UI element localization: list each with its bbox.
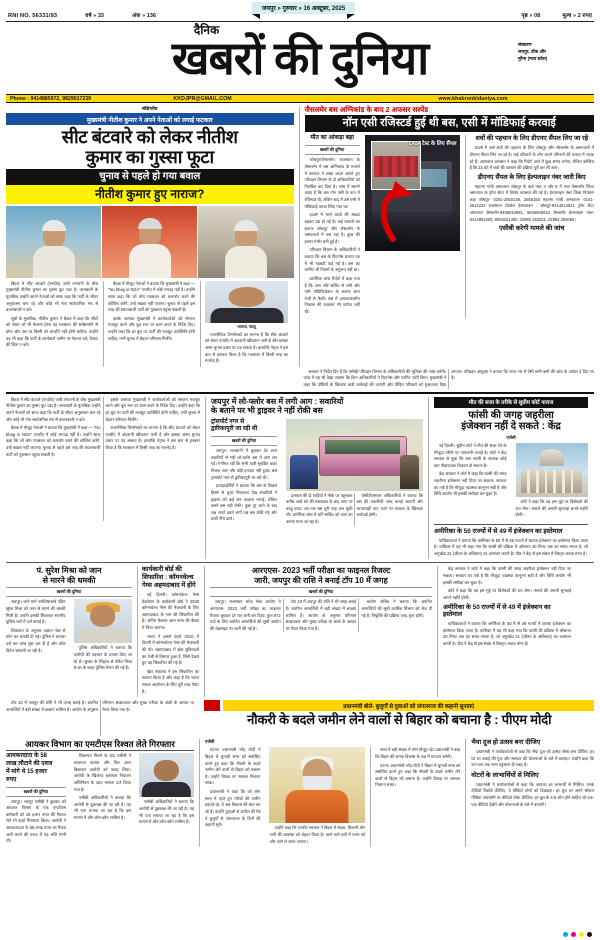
bus-fire-photo-wrap [365, 135, 460, 317]
dna-sample-subhead: शवों की पहचान के लिए डीएनए सैंपल लिए जा रहे [475, 135, 589, 143]
dna-test-caption: DNA टेस्ट के लिए सैंपल [409, 141, 457, 148]
paragraph: एसीबी अधिकारियों ने बताया कि आरोपी से पूछताछ की जा रही है। यह भी पता लगाया जा रहा है कि इस मामले में और कौन-कौन शामिल है। [73, 795, 131, 821]
politician-photo [205, 281, 288, 323]
paragraph: केंद्र सरकार ने कोर्ट में कहा कि फांसी की जगह जहरीला इंजेक्शन नहीं दिया जा सकता। सरकार का तर्क है कि मौजूदा व्यवस्था कानूनन सही है और विधि आयोग भी इसकी समीक्षा कर चुका है। [434, 471, 507, 497]
lofloor-bus-story [205, 397, 423, 560]
sc-continuation [437, 566, 571, 697]
leader-photo-2 [102, 206, 197, 278]
paragraph: शिकायत मिलने के बाद एसीबी ने सत्यापन कराया और फिर जाल बिछाकर आरोपी को पकड़ लिया। आरोपी के खिलाफ भ्रष्टाचार निवारण अधिनियम के तहत मामला दर्ज किया गया है। [73, 753, 131, 792]
leader-photo-3 [198, 206, 293, 278]
pm-agency: एजेंसी [205, 739, 215, 745]
paragraph: हादसे में जले शवों की पहचान के लिए जोधपुर और जैसलमेर के अस्पतालों में डीएनए सैंपल लिए जा रहे हैं। कई परिवारों के लोग अपने परिजनों की तलाश में भटक रहे हैं। अस्पताल प्रशासन ने कहा कि रिपोर्ट आने में कुछ समय लगेगा, लेकिन कोशिश है कि 24 घंटे में शवों की पहचान की प्रक्रिया पूरी कर ली जाए। [469, 145, 594, 171]
lofloor-subhead-line-2: द्वारिकापुरी जा रही थी [211, 426, 258, 433]
supreme-court-building-photo [516, 443, 589, 497]
paragraph: एसीबी अधिकारियों ने बताया कि आरोपी से पूछताछ की जा रही है। यह भी पता लगाया जा रहा है कि इस मामले में और कौन-कौन शामिल है। [138, 799, 194, 825]
paragraph: टॉप 10 में जयपुर की राशि ने भी जगह बनाई है। चयनित अभ्यर्थियों में बड़ी संख्या में छात्राएं शामिल हैं। आयोग के अनुसार परिणाम साक्षात्कार और मुख्य परीक्षा के अंकों के आधार पर तैयार किया गया है। [6, 700, 195, 712]
edition-line-1: जयपुर, टोंक और [518, 48, 547, 54]
paragraph: बिहार में सीट बंटवारे (एनडीए) जारी तनातनी के बीच मुख्यमंत्री नीतीश कुमार का गुस्सा फूट पड़ा है। जानकारी के मुताबिक उन्होंने अपने नेताओं को साफ कहा कि पार्टी के भीतर अनुशासन बना रहे और कोई भी नेता सार्वजनिक मंच से बयानबाजी न करे। [6, 396, 101, 422]
lead-right-kicker: जैसलमेर बस अग्निकांड के बाद 2 अफसर सस्पेंड [304, 105, 429, 114]
sc-body-col [434, 443, 507, 521]
lofloor-headline-line-1: जयपुर में लो-फ्लोर बस में लगी आग : सवारियों [211, 396, 344, 406]
paragraph: नई दिल्ली। सुप्रीम कोर्ट ने मौत की सजा देने के मौजूदा तरीके पर नाराजगी जताई है। कोर्ट ने केंद्र सरकार से पूछा कि क्या फांसी के अलावा कोई कम पीड़ादायक विकल्प हो सकता है। [434, 442, 507, 468]
byline: खबरों की दुनिया [211, 436, 277, 446]
paragraph: नई दिल्ली। कॉमनवेल्थ गेम्स फेडरेशन के कार्यकारी बोर्ड ने 2030 कॉमनवेल्थ गेम्स की मेजबानी के लिए अहमदाबाद के नाम की सिफारिश की है। अंतिम फैसला आम सभा की बैठक में लिया जाएगा। [142, 591, 199, 631]
paragraph: सभा में बड़ी संख्या में लोग मौजूद रहे। प्रधानमंत्री ने कहा कि बिहार की जनता विकास के पक्ष में मतदान करेगी। [375, 747, 461, 759]
ras-headline-line-1: आरएएस- 2023 भर्ती परीक्षा का फाइनल रिजल्ट [251, 566, 391, 576]
leader-photo-1 [6, 206, 101, 278]
raid-sub-line-2: लाख लौटाने की एवज [6, 761, 53, 768]
byline: खबरों की दुनिया [6, 587, 132, 597]
sc-sub-headline: अमीरिका के 50 राज्यों में से 49 में इंजेक्शन का इस्तेमाल [434, 527, 563, 535]
raid-headline: आयकर विभाग का एमटीएस रिश्वत लेते गिरफ्तार [6, 739, 194, 751]
income-tax-raid-story [6, 739, 194, 847]
byline: खबरों की दुनिया [305, 145, 360, 155]
cwg-head-line-3: गेम्स अहमदाबाद में होंगे [142, 582, 196, 590]
raid-subhead-col [6, 753, 66, 847]
page-count: पृष्ठ » 08 [521, 13, 541, 19]
byline: खबरों की दुनिया [6, 787, 66, 797]
paragraph: कोर्ट ने कहा कि वह इस मुद्दे पर विशेषज्ञों की राय लेगा। मामले की अगली सुनवाई अगले महीने होगी। [515, 498, 588, 518]
byline: खबरों की दुनिया [210, 587, 432, 597]
paragraph: सूत्रों के मुताबिक, नीतीश कुमार ने बैठक में कहा कि सीटों को लेकर जो भी फैसला होगा वह गठबंधन की सर्वसम्मति से होगा और उस पर किसी को आपत्ति नहीं होनी चाहिए। उन्होंने यह भी कहा कि पार्टी के कार्यकर्ता जमीन पर मेहनत करें, टिकट की चिंता न करें। [6, 315, 98, 348]
threat-headline-line-1: पं. सुरेश मिश्रा को जान [36, 566, 102, 576]
paragraph: पुलिस अधिकारियों ने बताया कि आरोपी की पहचान के प्रयास किए जा रहे हैं। सुरक्षा के लिहाज से पंडित मिश्रा के घर के बाहर पुलिस तैनात की गई है। [73, 645, 132, 671]
raid-sub-line-4: रुपए [6, 776, 17, 783]
pm-kicker: प्रधानमंत्री बोले- बुजुर्गों से युवाओं को जंगलराज की कहानी सुनवाएं [223, 700, 594, 711]
color-dot-black [587, 932, 592, 937]
paragraph: परिवहन विभाग के अधिकारियों ने बताया कि बस के फिटनेस प्रमाण पत्र में भी गड़बड़ी पाई गई है। बस का परमिट भी नियमों के अनुरूप नहीं था। [304, 247, 360, 273]
paragraph: जयपुर। राजस्थान लोक सेवा आयोग ने आरएएस- 2023 भर्ती परीक्षा का फाइनल रिजल्ट बुधवार देर रात जारी कर दिया। कुल 972 पदों के लिए चयनित अभ्यर्थियों की सूची आयोग की वेबसाइट पर जारी की गई है। [210, 599, 281, 631]
paragraph: कोर्ट ने कहा कि वह इस मुद्दे पर विशेषज्ञों की राय लेगा। मामले की अगली सुनवाई अगले महीने होगी। [443, 588, 571, 600]
rni-number: RNI NO. 56331/93 [8, 13, 58, 19]
lead-right-columns [305, 135, 595, 317]
lead-left-body-col-3 [200, 281, 288, 367]
pm-body-col-1 [205, 747, 260, 847]
lofloor-bus-photo [286, 419, 423, 491]
raid-sub-line-1: आयकरदाता के 58 [6, 753, 48, 760]
raid-sub-line-3: में मांगे थे 15 हजार [6, 769, 47, 775]
paragraph: शिकायत के अनुसार अज्ञात नंबर से फोन कर धमकी दी गई। पुलिस ने मामला दर्ज कर जांच शुरू कर दी है और कॉल डिटेल खंगाली जा रही है। [6, 627, 66, 653]
pandit-suresh-mishra-photo [74, 599, 133, 643]
pm-headline: नौकरी के बदले जमीन लेने वालों से बिहार को बचाना है : पीएम मोदी [247, 712, 552, 728]
contact-bar [6, 94, 594, 103]
lead-right-details-col [465, 135, 594, 317]
paragraph: उन्होंने कहा कि एनडीए सरकार ने बिहार में सड़क, बिजली और पानी की व्यवस्था को बेहतर किया है। आने वाले वर्षों में राज्य को और आगे ले जाया जाएगा। [269, 825, 366, 844]
sc-headline-line-1: फांसी की जगह जहरीला [468, 409, 554, 421]
raid-photo-col [136, 753, 194, 847]
cwg-head-line-1: कार्यकारी बोर्ड की [142, 566, 182, 574]
leaders-photo-row [6, 206, 294, 278]
masthead-pretitle: दैनिक [193, 23, 220, 37]
pm-banner [199, 700, 594, 736]
paragraph: दमकल की दो गाड़ियों ने मौके पर पहुंचकर करीब आधे घंटे की मशक्कत के बाद आग पर काबू पाया। तब तक बस पूरी तरह जल चुकी थी। प्रारंभिक जांच में शॉर्ट सर्किट को आग का कारण माना जा रहा है। [286, 492, 353, 525]
lead-right-headline: नॉन एसी रजिस्टर्ड हुई थी बस, एसी में मॉडिफाई करवाई [305, 115, 595, 132]
threat-story [6, 566, 132, 697]
cmyk-registration-marks [563, 932, 592, 937]
paragraph: जयपुर। जाने माने ज्योतिषाचार्य पंडित सुरेश मिश्रा को जान से मारने की धमकी मिली है। उन्होंने इसकी शिकायत स्थानीय पुलिस थाने में दर्ज कराई है। [6, 599, 66, 625]
paragraph: बैठक में मौजूद नेताओं ने बताया कि मुख्यमंत्री ने कहा — "No bhag in NDA" एनडीए में कोई भगदड़ नहीं है। उन्होंने साफ कहा कि जो लोग गठबंधन को कमजोर करने की कोशिश करेंगे, उन्हें बख्शा नहीं जाएगा। चुनाव से पहले इस तरह की बयानबाजी पार्टी को नुकसान पहुंचा सकती है। [108, 280, 195, 313]
sc-photo-col [512, 443, 589, 521]
lead-right-text-col [305, 135, 360, 317]
sc-agency: एजेंसी [506, 434, 516, 440]
lead-left-body-columns [6, 281, 294, 367]
lofloor-text-col [211, 419, 277, 526]
threat-body-col [6, 599, 66, 674]
paragraph: प्रधानमंत्री ने कार्यकर्ताओं से कहा कि आपका हर लाभार्थी से मिलिए। उनके वीडियो रिकॉर्ड कीजिए, वे वीडियो लोगों को दिखाइए। हर बूथ पर अपने सोशल मीडिया प्लेटफॉर्म पर वीडियो पोस्ट कीजिए। हर बूथ के 4-5 लोग होने चाहिए जो एक-एक वीडियो देखेंगे और योजनाओं के बारे में बताएंगे। [471, 781, 594, 807]
lead-right-continuation [6, 369, 594, 389]
red-arrow-icon [365, 135, 460, 251]
price: मूल्य » 2 रुपए [562, 13, 592, 19]
voters-subhead: वोटरों के लाभार्थियों से मिलिए [471, 771, 539, 779]
issue-number: अंक » 136 [132, 13, 157, 19]
lead-left-body-col-1 [6, 281, 98, 367]
acb-probe-subhead: एसीबी करेगी मामले की जांच [499, 225, 565, 233]
paragraph: आयोग सचिव ने बताया कि चयनित अभ्यर्थियों की सूची कार्मिक विभाग को भेज दी गई है। नियुक्ति की प्रक्रिया जल्द शुरू होगी। [361, 599, 432, 618]
paragraph: पटना। प्रधानमंत्री नरेंद्र मोदी ने बिहार में चुनावी सभा को संबोधित करते हुए कहा कि नौकरी के बदले जमीन लेने वालों से बिहार को बचाना है। उन्होंने विपक्ष पर जमकर निशाना साधा। [375, 762, 461, 788]
paragraph: जयपुर। जयपुर एसीबी ने बुधवार को आयकर विभाग के एक एमटीएस कर्मचारी को 15 हजार रुपए की रिश्वत लेते रंगे हाथों गिरफ्तार किया। आरोपी ने आयकरदाता के 58 लाख रुपए का रिफंड जारी करने की एवज में यह राशि मांगी थी। [6, 798, 66, 844]
helpline-subhead: डीएनए सैंपल के लिए हेल्पलाइन नंबर जारी किए [477, 173, 586, 181]
edition-info [518, 42, 590, 63]
lower-section [6, 562, 594, 697]
arrested-official-photo [139, 753, 194, 797]
threat-photo-col [71, 599, 133, 674]
paragraph: भारत ने इससे पहले 2010 में दिल्ली में कॉमनवेल्थ गेम्स की मेजबानी की थी। अहमदाबाद में खेल सुविधाओं का तेजी से विस्तार हुआ है, जिसे देखते हुए यह सिफारिश की गई है। [142, 633, 199, 666]
masthead-title: खबरों की दुनिया [171, 33, 429, 84]
photo-caption: भाजपा, जदयू [237, 324, 256, 329]
masthead-info-strip [6, 0, 594, 22]
paragraph: राजनीतिक विश्लेषकों का मानना है कि सीट बंटवारे को लेकर एनडीए में अंदरूनी खींचतान जारी है और इसका असर चुनाव प्रचार पर पड़ सकता है। हालांकि नेतृत्व ने इस बात से इनकार किया है कि गठबंधन में किसी तरह का मतभेद है। [205, 331, 288, 364]
supreme-court-story [428, 397, 588, 560]
paragraph: बैठक में मौजूद नेताओं ने बताया कि मुख्यमंत्री ने कहा — "No bhag in NDA" एनडीए में कोई भगदड़ नहीं है। उन्होंने साफ कहा कि जो लोग गठबंधन को कमजोर करने की कोशिश करेंगे, उन्हें बख्शा नहीं जाएगा। चुनाव से पहले इस तरह की बयानबाजी पार्टी को नुकसान पहुंचा सकती है। [6, 425, 101, 457]
paragraph: इसके अलावा मुख्यमंत्री ने कार्यकर्ताओं को संगठन मजबूत करने और बूथ स्तर पर काम करने के निर्देश दिए। उन्होंने कहा कि हर बूथ पर पार्टी की मजबूत उपस्थिति होनी चाहिए, तभी चुनाव में बेहतर परिणाम मिलेंगे। [105, 396, 200, 422]
paragraph: खेल मंत्रालय ने इस सिफारिश का स्वागत किया है और कहा है कि भारत सफल आयोजन के लिए पूरी तरह तैयार है। [142, 668, 199, 694]
lofloor-headline-line-2: के बताने पर भी ड्राइवर ने नहीं रोकी बस [211, 406, 323, 416]
death-toll-subhead: मौत का आंकड़ा बढ़ा [310, 135, 354, 142]
paragraph: जयपुर। राजधानी में बुधवार देर शाम सवारियों से भरी लो-फ्लोर बस में आग लग गई। गनीमत रही कि सभी यात्री सुरक्षित बाहर निकल आए और कोई हताहत नहीं हुआ। बस ट्रांसपोर्ट नगर से द्वारिकापुरी जा रही थी। [211, 448, 278, 480]
pm-section [6, 700, 594, 736]
commonwealth-games-story [137, 566, 199, 697]
paragraph: पटना। प्रधानमंत्री नरेंद्र मोदी ने बिहार में चुनावी सभा को संबोधित करते हुए कहा कि नौकरी के बदले जमीन लेने वालों से बिहार को बचाना है। उन्होंने विपक्ष पर जमकर निशाना साधा। [205, 747, 261, 786]
paragraph: हादसे में मरने वालों की संख्या बढ़कर 25 हो गई है। कई घायलों का इलाज जोधपुर और जैसलमेर के अस्पतालों में चल रहा है। कुछ की हालत गंभीर बनी हुई है। [304, 212, 360, 244]
pm-photo-col [265, 747, 365, 847]
volume-year: वर्ष » 33 [85, 13, 105, 19]
contact-email[interactable]: KKDJPR@GMAIL.COM [173, 95, 232, 102]
section-label: संक्षिप्तीय [142, 106, 158, 111]
sc-kicker: मौत की सजा के तरीके से सुप्रीम कोर्ट नाराज [434, 397, 588, 408]
paragraph: सरकार ने निर्देश दिए हैं कि एसीबी परिवहन विभाग के अधिकारियों की भूमिका की जांच करेगी। जांच में यह भी देखा जाएगा कि किन अधिकारियों ने फिटनेस और परमिट जारी किए। मुख्यमंत्री ने कहा कि दोषियों के खिलाफ कड़ी कार्रवाई की जाएगी और पीड़ित परिवारों को मुआवजा दिया जाएगा। परिवहन आयुक्त ने बताया कि राज्य भर में ऐसी सभी बसों की जांच के आदेश दे दिए गए हैं। [303, 368, 594, 388]
paragraph: बिहार में सीट बंटवारे (एनडीए) जारी तनातनी के बीच मुख्यमंत्री नीतीश कुमार का गुस्सा फूट पड़ा है। जानकारी के मुताबिक उन्होंने अपने नेताओं को साफ कहा कि पार्टी के भीतर अनुशासन बना रहे और कोई भी नेता सार्वजनिक मंच से बयानबाजी न करे। [6, 280, 98, 313]
color-dot-cyan [563, 932, 568, 937]
cwg-head-line-2: सिफारिश : कॉमनवेल्थ [142, 574, 194, 582]
red-block-decoration [204, 700, 220, 711]
pm-side-notes [465, 739, 594, 847]
ras-result-story [204, 566, 432, 697]
masthead [6, 22, 594, 94]
bhaiya-dooj-subhead: भैया दूज हो उत्सव बना दीजिए [471, 739, 541, 747]
paragraph: इसके अलावा मुख्यमंत्री ने कार्यकर्ताओं को संगठन मजबूत करने और बूथ स्तर पर काम करने के निर्देश दिए। उन्होंने कहा कि हर बूथ पर पार्टी की मजबूत उपस्थिति होनी चाहिए, तभी चुनाव में बेहतर परिणाम मिलेंगे। [108, 315, 195, 341]
pm-story-body [199, 739, 460, 847]
lead-left-black-bar: चुनाव से पहले हो गया बवाल [6, 169, 294, 185]
edition-line-2: मुरैना (मध्य प्रदेश) [518, 55, 548, 61]
lofloor-subhead-line-1: ट्रांसपोर्ट नगर से [211, 418, 245, 425]
paragraph: टॉप 10 में जयपुर की राशि ने भी जगह बनाई है। चयनित अभ्यर्थियों में बड़ी संख्या में छात्राएं शामिल हैं। आयोग के अनुसार परिणाम साक्षात्कार और मुख्य परीक्षा के अंकों के आधार पर तैयार किया गया है। [285, 599, 357, 631]
middle-left-column [6, 397, 200, 560]
contact-website[interactable]: www.khabronkiduniya.com [438, 95, 508, 102]
paragraph: प्रारंभिक जांच रिपोर्ट में कहा गया है कि आग शॉर्ट सर्किट से लगी और एसी मॉडिफिकेशन के कारण आग तेजी से फैली। बस में आपातकालीन निकास की व्यवस्था भी पर्याप्त नहीं थी। [304, 275, 360, 315]
paragraph: प्रत्यक्षदर्शियों ने बताया कि बस के पिछले हिस्से से धुआं निकलता देख सवारियों ने ड्राइवर को कई बार आवाज लगाई, लेकिन उसने बस नहीं रोकी। कुछ दूर जाने के बाद जब लपटें उठने लगीं तब बस रोकी गई और यात्री नीचे उतरे। [211, 483, 278, 522]
color-dot-yellow [579, 932, 584, 937]
paragraph: केंद्र सरकार ने कोर्ट में कहा कि फांसी की जगह जहरीला इंजेक्शन नहीं दिया जा सकता। सरकार का तर्क है कि मौजूदा व्यवस्था कानूनन सही है और विधि आयोग भी इसकी समीक्षा कर चुका है। [443, 566, 571, 585]
pm-modi-photo [269, 747, 365, 823]
contact-phone: Phone : 9414885972, 9829017239 [10, 95, 92, 102]
raid-story [6, 700, 194, 736]
ras-headline-line-2: जारी, जयपुर की राशि ने बनाई टॉप 10 में जगह [254, 575, 388, 585]
threat-headline-line-2: से मारने की धमकी [42, 575, 96, 585]
lead-left-headline-line-1: सीट बंटवारे को लेकर नीतीश [61, 127, 238, 147]
paragraph: प्रधानमंत्री ने कहा कि जो लोग सत्ता में रहते हुए गरीबों की जमीन हड़पते रहे, वे अब विकास की बात कर रहे हैं। उन्होंने युवाओं से अपील की कि वे बुजुर्गों से जंगलराज के दिनों की कहानी सुनें। [205, 789, 261, 828]
sc-headline-line-2: इंजेक्शन नहीं दे सकते : केंद्र [461, 421, 561, 433]
paragraph: याचिकाकर्ता ने बताया कि अमेरिका के 50 में से 49 राज्यों में घातक इंजेक्शन का इस्तेमाल किया जाता है। याचिका में यह भी कहा गया कि फांसी की प्रक्रिया में औसतन 40 मिनट तक का समय लगता है, जो अनुच्छेद 21 (जीवन के अधिकार) का उल्लंघन करती है। पीठ ने केंद्र से इस संबंध में विस्तृत जवाब मांगा है। [434, 537, 588, 556]
top-section [6, 106, 594, 367]
lead-story-left [6, 106, 294, 367]
pm-body-col-3 [370, 747, 460, 847]
lead-story-right [299, 106, 595, 367]
paragraph: राजनीतिक विश्लेषकों का मानना है कि सीट बंटवारे को लेकर एनडीए में अंदरूनी खींचतान जारी है और इसका असर चुनाव प्रचार पर पड़ सकता है। हालांकि नेतृत्व ने इस बात से इनकार किया है कि गठबंधन में किसी तरह का मतभेद है। [105, 425, 200, 451]
dateline: जयपुर » गुरुवार » 16 अक्टूबर, 2025 [252, 2, 355, 14]
lofloor-photo-col [282, 419, 423, 526]
paragraph: महात्मा गांधी अस्पताल जोधपुर के वार्ड नंबर 4 और 5 में तथा जैसलमेर जिला अस्पताल के ट्रॉमा सेंटर में विशेष व्यवस्था की गई है। हेल्पलाइन नंबर जिला नियंत्रण कक्ष जोधपुर- 0291-2650148, 2650150 महात्मा गांधी अस्पताल- 0141-2612222 राजस्थान रोडवेज हेल्पलाइन : जोधपुर-9414014021 ट्रॉमा सेंटर अस्पताल जैसलमेर-9460010681, 9636906033 जैसलमेर हेल्पलाइन नंबर- 9414901400, 8003101400, 02992 252201, 02992 256066। [469, 183, 594, 222]
lead-left-yellow-bar: नीतीश कुमार हुए नाराज? [6, 185, 294, 203]
color-dot-magenta [571, 932, 576, 937]
sc-us-subhead: अमीरिका के 50 राज्यों में से 49 में इंजेक्शन का इस्तेमाल [443, 603, 551, 619]
edition-label: संस्करण [518, 42, 532, 47]
paragraph: जोधपुर/जैसलमेर। राजस्थान के जैसलमेर में बस अग्निकांड के मामले में सरकार ने सख्त कदम उठाते हुए परिवहन विभाग के दो अधिकारियों को निलंबित कर दिया है। जांच में सामने आया है कि बस नॉन एसी के रूप में रजिस्टर्ड थी, लेकिन बाद में उसे एसी में मॉडिफाई करवा लिया गया था। [304, 157, 360, 209]
bottom-section [6, 739, 594, 847]
raid-body-col [71, 753, 131, 847]
lead-left-body-col-2 [103, 281, 195, 367]
lead-left-headline-line-2: कुमार का गुस्सा फूटा [85, 147, 214, 168]
middle-section [6, 392, 594, 560]
bus-fire-photo [365, 135, 460, 251]
lead-left-kicker: मुख्यमंत्री नीतीश कुमार ने अपने नेताओं को लगाई फटकार [6, 113, 294, 125]
paragraph: जेसीटीएसएल अधिकारियों ने बताया कि बस की तकनीकी जांच कराई जाएगी और लापरवाही पाए जाने पर चालक के खिलाफ कार्रवाई होगी। [356, 492, 423, 518]
paragraph: प्रधानमंत्री ने कार्यकर्ताओं से कहा कि भैया दूज को उत्सव जैसा बना दीजिए। हर घर पर बधाई की गूंज और सरकार की योजनाओं के बारे में बताइए। उन्होंने कहा कि जन-जन तक लाभ पहुंचाना ही लक्ष्य है। [471, 749, 594, 768]
paragraph: याचिकाकर्ता ने बताया कि अमेरिका के 50 में से 49 राज्यों में घातक इंजेक्शन का इस्तेमाल किया जाता है। याचिका में यह भी कहा गया कि फांसी की प्रक्रिया में औसतन 40 मिनट तक का समय लगता है, जो अनुच्छेद 21 (जीवन के अधिकार) का उल्लंघन करती है। पीठ ने केंद्र से इस संबंध में विस्तृत जवाब मांगा है। [443, 621, 571, 647]
